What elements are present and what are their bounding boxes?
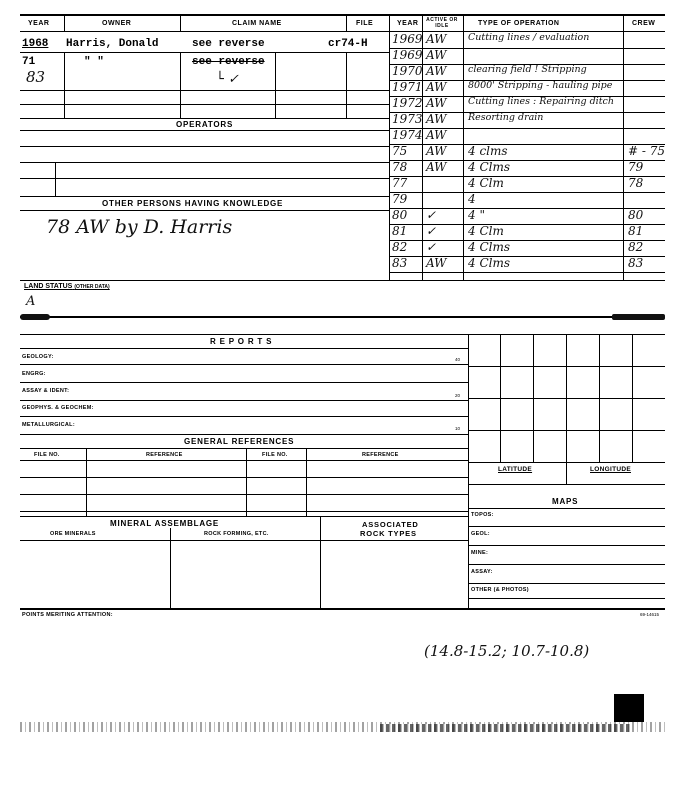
owner-year-1: 1968 xyxy=(22,38,49,50)
maps-rule xyxy=(468,598,665,599)
ink-smudge xyxy=(20,314,50,320)
mineral-title: MINERAL ASSEMBLAGE xyxy=(110,519,220,528)
divider xyxy=(320,516,321,608)
other-persons-top-rule xyxy=(20,196,389,197)
header-active-idle: ACTIVE OR IDLE xyxy=(426,17,458,29)
maps-mine: MINE: xyxy=(471,550,489,556)
operation-status: AW xyxy=(426,112,447,126)
mineral-rule xyxy=(20,540,468,541)
mineral-top-rule xyxy=(20,516,468,517)
operation-year: 80 xyxy=(392,208,408,222)
grid-line xyxy=(468,398,665,399)
operation-status: AW xyxy=(426,64,447,78)
file-number-1: cr74-H xyxy=(328,38,368,50)
operation-crew: 83 xyxy=(628,256,644,270)
coordinates-note: (14.8-15.2; 10.7-10.8) xyxy=(424,642,590,660)
operators-rule xyxy=(20,162,389,163)
general-references-rule xyxy=(20,494,468,495)
operation-status: AW xyxy=(426,96,447,110)
operation-type: Cutting lines / evaluation xyxy=(468,32,590,43)
divider xyxy=(180,52,181,118)
operation-row-rule xyxy=(389,192,665,193)
operation-status: ✓ xyxy=(426,224,437,238)
operation-crew: 81 xyxy=(628,224,644,238)
maps-geol: GEOL: xyxy=(471,531,490,537)
reports-geophys: GEOPHYS. & GEOCHEM: xyxy=(22,405,94,411)
general-references-reference: REFERENCE xyxy=(146,452,183,458)
reports-title: R E P O R T S xyxy=(210,337,273,346)
section-rule xyxy=(20,280,665,281)
operation-crew: 80 xyxy=(628,208,644,222)
header-claim-name: CLAIM NAME xyxy=(232,20,282,27)
operation-status: ✓ xyxy=(426,208,437,222)
operation-status: AW xyxy=(426,256,447,270)
operation-row-rule xyxy=(389,176,665,177)
latitude-label: LATITUDE xyxy=(498,466,533,473)
operation-type: 4 Clms xyxy=(468,240,511,254)
owner-name-1: Harris, Donald xyxy=(66,38,159,50)
other-persons-note: 78 AW by D. Harris xyxy=(46,216,233,238)
operation-year: 79 xyxy=(392,192,408,206)
divider xyxy=(86,448,87,516)
header-crew: CREW xyxy=(632,20,656,27)
maps-other: OTHER (& PHOTOS) xyxy=(471,587,529,593)
ink-smudge xyxy=(612,314,665,320)
operators-title: OPERATORS xyxy=(176,120,234,129)
operation-year: 75 xyxy=(392,144,408,158)
location-rule xyxy=(468,484,665,485)
claim-name-2: see reverse xyxy=(192,56,265,68)
header-type-of-operation: TYPE OF OPERATION xyxy=(478,20,560,27)
reports-rule xyxy=(20,348,468,349)
operation-type: 4 Clm xyxy=(468,176,504,190)
operation-year: 1973 xyxy=(392,112,423,126)
divider xyxy=(346,52,347,118)
claim-mark-3: └ ✓ xyxy=(216,72,239,87)
operators-rule xyxy=(20,178,389,179)
reports-num-10: 10 xyxy=(455,426,461,431)
divider xyxy=(64,14,65,31)
owner-row-rule xyxy=(20,52,389,53)
owner-name-2: " " xyxy=(84,56,104,68)
operation-status: AW xyxy=(426,32,447,46)
operators-top-rule xyxy=(20,118,389,119)
general-references-rule xyxy=(20,477,468,478)
divider xyxy=(346,14,347,31)
operation-type: Resorting drain xyxy=(468,112,544,123)
general-references-reference-2: REFERENCE xyxy=(362,452,399,458)
grid-line xyxy=(468,366,665,367)
operators-rule xyxy=(20,130,389,131)
reports-num-40: 40 xyxy=(455,357,461,362)
points-label: POINTS MERITING ATTENTION: xyxy=(22,612,113,618)
operation-type: 4 " xyxy=(468,208,485,222)
general-references-rule xyxy=(20,511,468,512)
ore-minerals: ORE MINERALS xyxy=(50,531,96,537)
operation-status: AW xyxy=(426,144,447,158)
divider xyxy=(170,528,171,608)
reports-rule xyxy=(20,364,468,365)
owner-year-3: 83 xyxy=(26,68,46,86)
land-status-sub: (OTHER DATA) xyxy=(74,284,110,290)
divider xyxy=(275,52,276,118)
header-file: FILE xyxy=(356,20,374,27)
land-status-title xyxy=(24,283,110,290)
operation-status: AW xyxy=(426,160,447,174)
general-references-file-no-2: FILE NO. xyxy=(262,452,288,458)
header-owner: OWNER xyxy=(102,20,132,27)
operation-year: 1969 xyxy=(392,48,423,62)
operation-year: 78 xyxy=(392,160,408,174)
grid-line xyxy=(468,430,665,431)
longitude-label: LONGITUDE xyxy=(590,466,631,473)
operation-type: 4 Clms xyxy=(468,256,511,270)
operation-status: AW xyxy=(426,128,447,142)
divider xyxy=(64,52,65,118)
operation-crew: # - 75 xyxy=(628,144,666,158)
reports-geology: GEOLOGY: xyxy=(22,354,54,360)
reports-top-rule xyxy=(20,334,665,335)
scan-blot xyxy=(614,694,644,722)
operation-year: 1970 xyxy=(392,64,423,78)
operation-year: 1972 xyxy=(392,96,423,110)
maps-rule xyxy=(468,545,665,546)
general-references-rule xyxy=(20,460,468,461)
operation-type: 4 clms xyxy=(468,144,508,158)
operation-type: 4 Clm xyxy=(468,224,504,238)
owner-row-rule xyxy=(20,90,389,91)
operation-year: 81 xyxy=(392,224,408,238)
header-year: YEAR xyxy=(28,20,50,27)
general-references-file-no: FILE NO. xyxy=(34,452,60,458)
maps-topos: TOPOS: xyxy=(471,512,494,518)
general-references-rule xyxy=(20,448,468,449)
operation-type: 4 xyxy=(468,192,476,206)
maps-title: MAPS xyxy=(552,497,579,506)
land-status-thick-rule xyxy=(20,316,665,318)
operation-year: 1971 xyxy=(392,80,423,94)
general-references-top-rule xyxy=(20,434,468,435)
owner-row-rule xyxy=(20,104,389,105)
operation-status: ✓ xyxy=(426,240,437,254)
scan-noise xyxy=(380,724,630,732)
maps-rule xyxy=(468,508,665,509)
operation-year: 83 xyxy=(392,256,408,270)
divider xyxy=(246,448,247,516)
maps-assay: ASSAY: xyxy=(471,569,493,575)
reports-rule xyxy=(20,416,468,417)
reports-assay: ASSAY & IDENT: xyxy=(22,388,70,394)
divider xyxy=(468,334,469,610)
owner-year-2: 71 xyxy=(22,56,36,68)
associated-label: ASSOCIATED xyxy=(362,520,419,529)
operation-status: AW xyxy=(426,80,447,94)
claim-name-1: see reverse xyxy=(192,38,265,50)
operation-year: 82 xyxy=(392,240,408,254)
operation-year: 77 xyxy=(392,176,408,190)
points-top-rule xyxy=(20,608,665,610)
other-persons-rule xyxy=(20,210,389,211)
operation-crew: 78 xyxy=(628,176,644,190)
general-references-title: GENERAL REFERENCES xyxy=(184,437,295,446)
operation-type: 8000' Stripping - hauling pipe xyxy=(468,80,613,91)
operation-year: 1969 xyxy=(392,32,423,46)
other-persons-title: OTHER PERSONS HAVING KNOWLEDGE xyxy=(102,199,284,208)
land-status-mark: A xyxy=(26,294,36,309)
maps-rule xyxy=(468,564,665,565)
rock-forming: ROCK FORMING, ETC. xyxy=(204,531,269,537)
rock-types-label: ROCK TYPES xyxy=(360,529,417,538)
operation-type: Cutting lines : Repairing ditch xyxy=(468,96,614,107)
form-number: 69-14615 xyxy=(640,612,660,617)
operation-year: 1974 xyxy=(392,128,423,142)
maps-rule xyxy=(468,583,665,584)
grid-line xyxy=(468,462,665,463)
divider xyxy=(180,14,181,31)
operators-rule xyxy=(20,146,389,147)
operation-status: AW xyxy=(426,48,447,62)
reports-rule xyxy=(20,400,468,401)
operation-crew: 82 xyxy=(628,240,644,254)
operation-crew: 79 xyxy=(628,160,644,174)
reports-rule xyxy=(20,382,468,383)
top-border xyxy=(20,14,665,16)
reports-engrg: ENGRG: xyxy=(22,371,46,377)
divider xyxy=(55,162,56,196)
divider xyxy=(306,448,307,516)
reports-metallurgical: METALLURGICAL: xyxy=(22,422,75,428)
header-year-2: YEAR xyxy=(397,20,419,27)
operation-row-rule xyxy=(389,272,665,273)
operation-type: clearing field ! Stripping xyxy=(468,64,587,75)
reports-num-20: 20 xyxy=(455,393,461,398)
land-status-label: LAND STATUS xyxy=(24,283,73,290)
maps-rule xyxy=(468,526,665,527)
operation-type: 4 Clms xyxy=(468,160,511,174)
